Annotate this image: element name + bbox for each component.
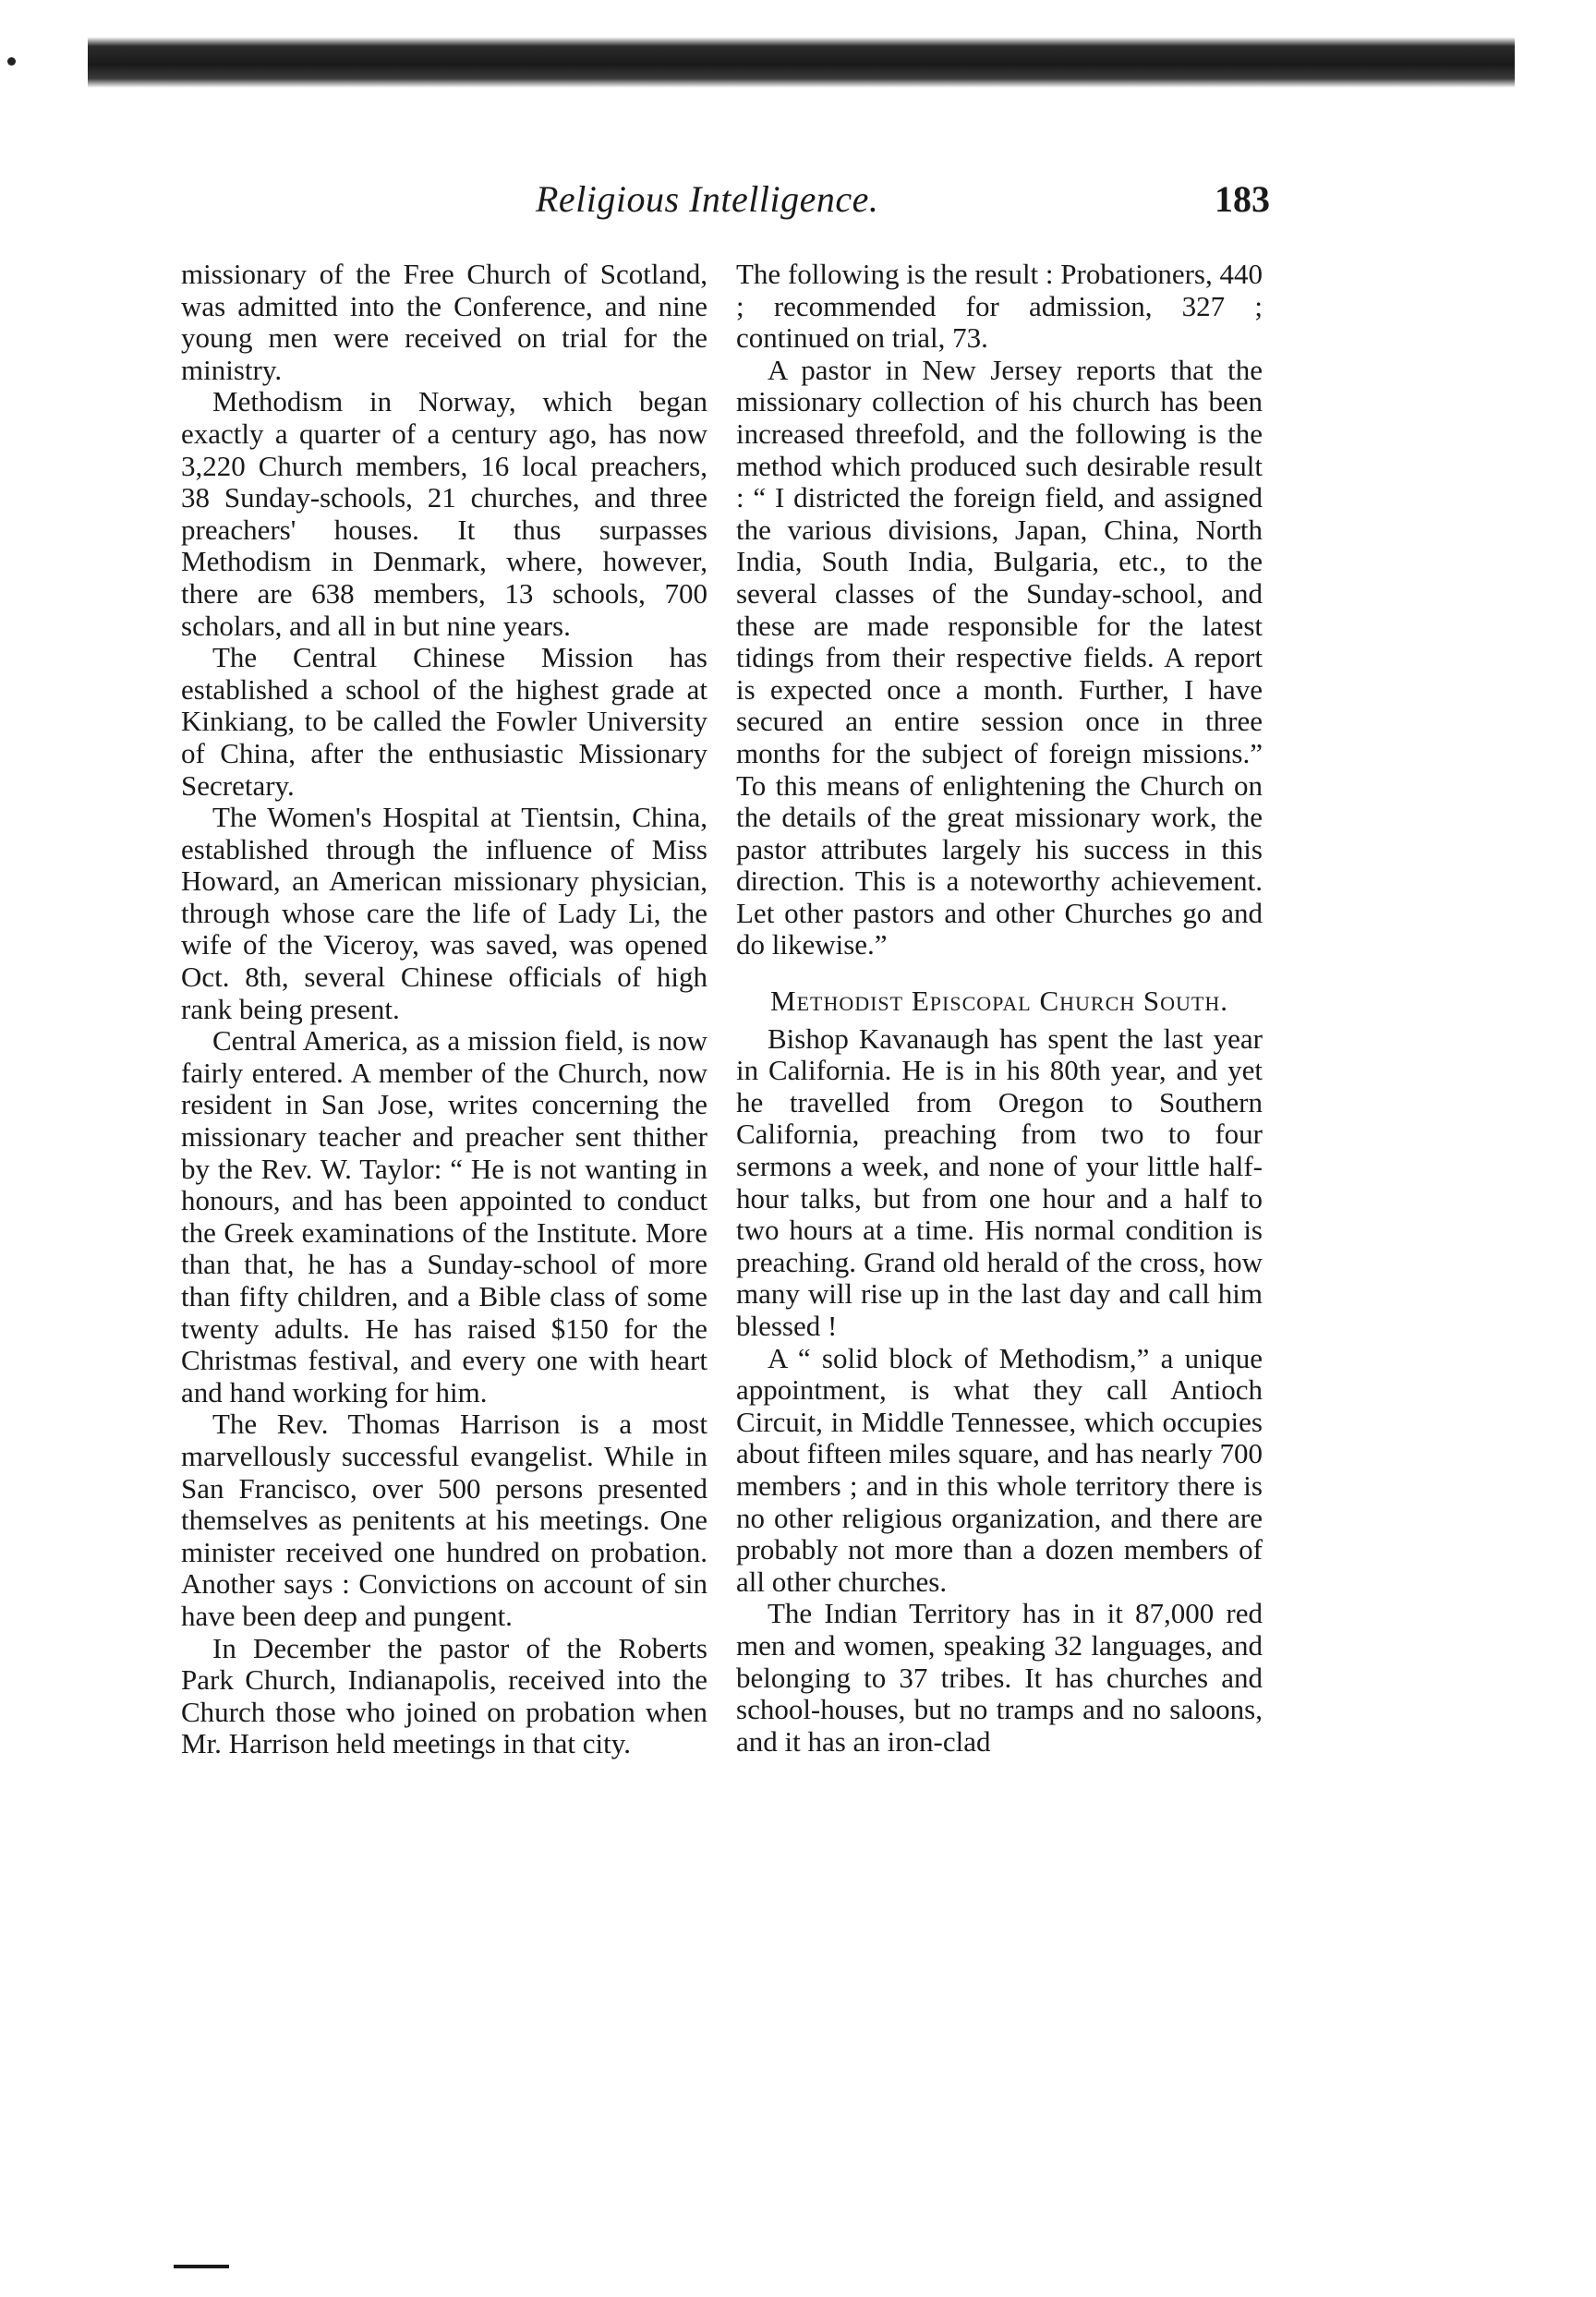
paragraph: Bishop Kavanaugh has spent the last year in California. He is in his 80th year, and yet he travelled from Oregon to Southern California, preaching from two to four sermons a week, and none of your little half-hour talks, but from one hour and a half to two hours at a time. His normal condition is preaching. Grand old herald of the cross, how many will rise up in the last day and call him blessed ! (736, 1022, 1263, 1342)
left-column (181, 259, 707, 1760)
page-number: 183 (1215, 178, 1270, 220)
footer-rule (174, 2265, 229, 2268)
scan-edge-shadow (88, 0, 1515, 88)
paragraph: A pastor in New Jersey reports that the missionary collection of his church has been increased threefold, and the following is the method which produced such desirable result : “ I districted the foreign field, and assigned the various divisions, Japan, China, North India, South India, Bulgaria, etc., to the several classes of the Sunday-school, and these are made responsible for the latest tidings from their respective fields. A report is expected once a month. Further, I have secured an entire session once in three months for the subject of foreign missions.” To this means of enlightening the Church on the details of the great missionary work, the pastor attributes largely his success in this direction. This is a noteworthy achievement. Let other pastors and other Churches go and do likewise.” (736, 353, 1263, 961)
paragraph: The Indian Territory has in it 87,000 red men and women, speaking 32 languages, and belonging to 37 tribes. It has churches and school-houses, but no tramps and no saloons, and it has an iron-clad (736, 1597, 1263, 1758)
paragraph: Methodism in Norway, which began exactly a quarter of a century ago, has now 3,220 Church members, 16 local preachers, 38 Sunday-schools, 21 churches, and three preachers' houses. It thus surpasses Methodism in Denmark, where, however, there are 638 members, 13 schools, 700 scholars, and all in but nine years. (181, 385, 707, 642)
paragraph: missionary of the Free Church of Scotland, was admitted into the Conference, and nine young men were received on trial for the ministry. (181, 258, 707, 386)
section-heading: Methodist Episcopal Church South. (770, 985, 1228, 1018)
scan-speck (7, 57, 16, 66)
right-column (736, 259, 1263, 1758)
paragraph: In December the pastor of the Roberts Park Church, Indianapolis, received into the Church those who joined on probation when Mr. Harrison held meetings in that city. (181, 1631, 707, 1760)
running-title: Religious Intelligence. (536, 178, 879, 220)
paragraph: The Central Chinese Mission has established a school of the highest grade at Kinkiang, to be called the Fowler University of China, after the enthusiastic Missionary Secretary. (181, 641, 707, 802)
paragraph: The Women's Hospital at Tientsin, China, established through the influence of Miss Howard, an American missionary physician, through whose care the life of Lady Li, the wife of the Viceroy, was saved, was opened Oct. 8th, several Chinese officials of high rank being present. (181, 801, 707, 1025)
paragraph: Central America, as a mission field, is now fairly entered. A member of the Church, now resident in San Jose, writes concerning the missionary teacher and preacher sent thither by the Rev. W. Taylor: “ He is not wanting in honours, and has been appointed to conduct the Greek examinations of the Institute. More than that, he has a Sunday-school of more than fifty children, and a Bible class of some twenty adults. He has raised $150 for the Christmas festival, and every one with heart and hand working for him. (181, 1024, 707, 1408)
running-head (180, 177, 1270, 242)
paragraph: The following is the result : Probationers, 440 ; recommended for admission, 327 ; continued on trial, 73. (736, 258, 1263, 355)
paragraph: The Rev. Thomas Harrison is a most marvellously successful evangelist. While in San Francisco, over 500 persons presented themselves as penitents at his meetings. One minister received one hundred on probation. Another says : Convictions on account of sin have been deep and pungent. (181, 1408, 707, 1632)
paragraph: A “ solid block of Methodism,” a unique appointment, is what they call Antioch Circuit, in Middle Tennessee, which occupies about fifteen miles square, and has nearly 700 members ; and in this whole territory there is no other religious organization, and there are probably not more than a dozen members of all other churches. (736, 1341, 1263, 1598)
